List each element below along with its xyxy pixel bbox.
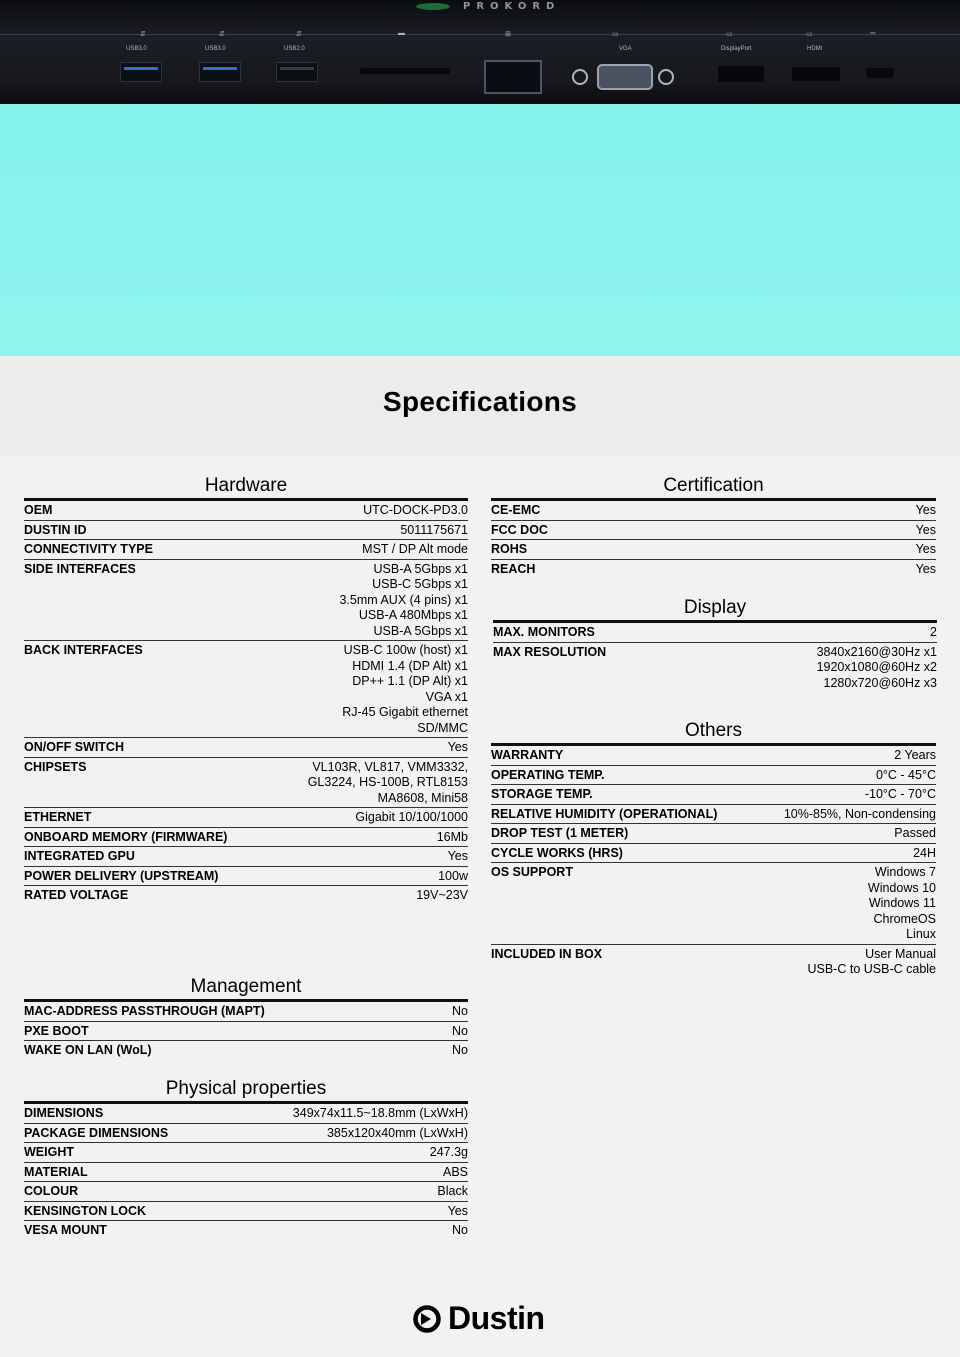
spec-value-line: USB-C 5Gbps x1 [372, 577, 468, 591]
spec-value-line: 3.5mm AUX (4 pins) x1 [339, 592, 468, 607]
spec-row [24, 828, 468, 848]
vga-screw [658, 69, 674, 85]
spec-value-line: User Manual [865, 946, 936, 961]
spec-value [784, 807, 936, 823]
spec-key: FCC DOC [491, 522, 548, 537]
spec-value-line: SD/MMC [417, 720, 468, 735]
spec-value [868, 865, 936, 943]
spec-key: MATERIAL [24, 1164, 88, 1179]
spec-value [362, 542, 468, 558]
usb2-port [276, 62, 318, 82]
spec-row [491, 945, 936, 979]
spec-key: OPERATING TEMP. [491, 767, 605, 782]
ethernet-symbol-icon: ⊞ [505, 31, 511, 38]
spec-value-line: HDMI 1.4 (DP Alt) x1 [352, 658, 468, 673]
spec-value [448, 1204, 468, 1220]
spec-key: MAX RESOLUTION [493, 644, 607, 659]
spec-key: SIDE INTERFACES [24, 561, 136, 576]
spec-key: OEM [24, 503, 53, 517]
spec-row [24, 1163, 468, 1183]
spec-row [491, 560, 936, 579]
spec-row [491, 521, 936, 541]
spec-row [24, 521, 468, 541]
spec-value-line: ABS [442, 1164, 468, 1179]
spec-key: BACK INTERFACES [24, 643, 143, 657]
spec-key: CYCLE WORKS (HRS) [491, 845, 623, 860]
spec-value-line: 385x120x40mm (LxWxH) [326, 1125, 468, 1140]
product-hero-image [0, 0, 960, 356]
spec-value [448, 849, 468, 865]
spec-key: INCLUDED IN BOX [491, 946, 603, 961]
spec-value [416, 888, 468, 904]
spec-value-line: 1920x1080@60Hz x2 [816, 660, 937, 674]
spec-row [491, 766, 936, 786]
spec-row [24, 1104, 468, 1124]
spec-value-line: 19V~23V [416, 888, 468, 902]
spec-value [452, 1004, 468, 1020]
spec-value-line: USB-A 5Gbps x1 [373, 561, 468, 576]
spec-row [24, 1221, 468, 1240]
spec-row [24, 1143, 468, 1163]
spec-row [24, 1182, 468, 1202]
port-label-usb3: USB3.0 [126, 46, 147, 52]
spec-value [916, 523, 936, 539]
management-section [24, 974, 468, 1060]
vga-symbol-icon: ▭ [612, 31, 619, 38]
spec-key: WARRANTY [491, 748, 564, 762]
spec-row [491, 805, 936, 825]
spec-value [437, 1184, 468, 1200]
spec-value-line: DP++ 1.1 (DP Alt) x1 [352, 674, 468, 688]
spec-key: INTEGRATED GPU [24, 849, 135, 863]
spec-key: CHIPSETS [24, 759, 87, 774]
spec-value-line: ChromeOS [873, 911, 936, 926]
spec-value-line: VGA x1 [425, 689, 468, 704]
spec-value [327, 1126, 468, 1142]
displayport-symbol-icon: ▭ [726, 31, 733, 38]
spec-value-line: Windows 10 [867, 880, 936, 895]
spec-value-line: No [452, 1023, 468, 1038]
spec-value-line: USB-C to USB-C cable [807, 962, 936, 976]
physical-properties-section [24, 1076, 468, 1240]
spec-key: WAKE ON LAN (WoL) [24, 1043, 152, 1057]
spec-key: CE-EMC [491, 503, 541, 517]
spec-key: COLOUR [24, 1184, 79, 1198]
spec-value-line: Yes [447, 740, 468, 754]
spec-value [916, 562, 936, 578]
spec-row [491, 746, 936, 766]
spec-value [452, 1223, 468, 1239]
spec-row [491, 863, 936, 945]
spec-key: WEIGHT [24, 1145, 74, 1159]
vga-port [597, 64, 653, 90]
spec-key: PACKAGE DIMENSIONS [24, 1125, 169, 1140]
spec-value [342, 643, 468, 736]
usb-symbol-icon: ⇵ [140, 31, 146, 38]
spec-value-line: VL103R, VL817, VMM3332, [312, 759, 468, 774]
spec-value-line: 16Mb [436, 829, 468, 844]
spec-key: ONBOARD MEMORY (FIRMWARE) [24, 829, 228, 844]
spec-value-line: Yes [915, 561, 936, 576]
spec-key: OS SUPPORT [491, 865, 573, 879]
section-title: Management [24, 974, 468, 1002]
spec-value-line: 2 Years [894, 748, 936, 762]
spec-row [24, 1124, 468, 1144]
spec-row [24, 641, 468, 738]
spec-key: VESA MOUNT [24, 1223, 107, 1237]
page-title: Specifications [382, 386, 578, 417]
spec-value-line: 0°C - 45°C [875, 767, 936, 782]
usb-c-port [866, 68, 894, 78]
spec-value [438, 869, 468, 885]
spec-value-line: -10°C - 70°C [864, 787, 936, 801]
spec-row [24, 808, 468, 828]
spec-value [916, 503, 936, 519]
hdmi-symbol-icon: ▭ [806, 31, 813, 38]
spec-value-line: No [452, 1004, 468, 1018]
sd-card-icon: ▬ [398, 30, 405, 37]
spec-value-line: Windows 11 [868, 896, 936, 910]
spec-key: CONNECTIVITY TYPE [24, 542, 153, 556]
spec-row [24, 540, 468, 560]
spec-row [493, 623, 937, 643]
spec-key: RATED VOLTAGE [24, 888, 129, 902]
spec-value [308, 760, 468, 807]
docking-station-image [0, 0, 960, 104]
spec-key: DROP TEST (1 METER) [491, 826, 629, 840]
display-section [493, 595, 937, 692]
spec-value-line: 349x74x11.5~18.8mm (LxWxH) [292, 1106, 468, 1120]
spec-value [894, 826, 936, 842]
spec-value [916, 542, 936, 558]
spec-key: DUSTIN ID [24, 522, 87, 537]
spec-value-line: 100w [438, 868, 468, 883]
vga-screw [572, 69, 588, 85]
spec-value-line: GL3224, HS-100B, RTL8153 [307, 775, 468, 789]
spec-value [894, 748, 936, 764]
spec-value-line: No [452, 1223, 468, 1237]
spec-value-line: Yes [447, 1203, 468, 1218]
spec-value [355, 810, 468, 826]
power-symbol-icon: ⎓ [870, 30, 876, 37]
spec-value-line: 24H [913, 845, 936, 860]
spec-value-line: Linux [906, 927, 936, 941]
spec-key: ETHERNET [24, 810, 92, 824]
spec-key: PXE BOOT [24, 1023, 89, 1038]
spec-value [443, 1165, 468, 1181]
spec-value-line: Yes [447, 849, 468, 863]
spec-row [24, 1022, 468, 1042]
spec-value [293, 1106, 468, 1122]
spec-value-line: Yes [915, 503, 936, 517]
usb3-port [120, 62, 162, 82]
spec-row [24, 1002, 468, 1022]
port-label-hdmi: HDMI [807, 46, 823, 52]
spec-value-line: MST / DP Alt mode [362, 542, 468, 556]
spec-value [930, 625, 937, 641]
spec-value-line: 10%-85%, Non-condensing [783, 806, 936, 821]
port-label-usb3: USB3.0 [205, 46, 226, 52]
spec-row [491, 540, 936, 560]
spec-key: DIMENSIONS [24, 1106, 104, 1120]
dustin-logo-icon [412, 1304, 442, 1334]
spec-row [491, 785, 936, 805]
port-label-usb2: USB2.0 [284, 46, 305, 52]
spec-key: KENSINGTON LOCK [24, 1203, 146, 1218]
dustin-logo-text: Dustin [448, 1300, 545, 1336]
spec-row [491, 501, 936, 521]
spec-value [452, 1043, 468, 1059]
spec-row [24, 847, 468, 867]
spec-value [339, 562, 468, 640]
spec-value [865, 787, 936, 803]
spec-key: POWER DELIVERY (UPSTREAM) [24, 868, 219, 883]
section-title: Display [493, 595, 937, 623]
spec-row [24, 1041, 468, 1060]
spec-value [437, 830, 468, 846]
spec-value-line: 5011175671 [400, 522, 468, 537]
usb3-port [199, 62, 241, 82]
spec-value-line: Windows 7 [874, 865, 936, 879]
spec-value-line: USB-A 480Mbps x1 [358, 608, 468, 622]
spec-value-line: 1280x720@60Hz x3 [823, 675, 937, 690]
dustin-logo [412, 1300, 545, 1337]
spec-value-line: No [452, 1043, 468, 1057]
spec-value-line: Yes [915, 522, 936, 537]
device-brand-text: PROKORD [463, 1, 561, 12]
sd-card-slot [360, 68, 450, 74]
spec-row [24, 886, 468, 905]
spec-value [400, 523, 468, 539]
spec-key: RELATIVE HUMIDITY (OPERATIONAL) [491, 806, 718, 821]
spec-value [817, 645, 937, 692]
spec-value [807, 947, 936, 978]
ethernet-port [484, 60, 542, 94]
certification-section [491, 473, 936, 578]
spec-value-line: RJ-45 Gigabit ethernet [342, 705, 468, 719]
spec-row [24, 867, 468, 887]
spec-row [24, 758, 468, 809]
spec-value [430, 1145, 468, 1161]
spec-key: ON/OFF SWITCH [24, 740, 124, 754]
others-section [491, 718, 936, 979]
section-title: Others [491, 718, 936, 746]
usb-symbol-icon: ⇵ [219, 31, 225, 38]
spec-value-line: USB-C 100w (host) x1 [343, 643, 468, 657]
spec-row [24, 560, 468, 642]
spec-value-line: 247.3g [429, 1145, 468, 1159]
spec-row [491, 844, 936, 864]
spec-row [24, 1202, 468, 1222]
spec-key: STORAGE TEMP. [491, 787, 593, 801]
spec-value-line: USB-A 5Gbps x1 [373, 623, 468, 638]
brand-mark-icon [416, 3, 450, 10]
spec-key: REACH [491, 561, 536, 576]
spec-value-line: Passed [894, 826, 936, 840]
spec-value [452, 1024, 468, 1040]
spec-value [876, 768, 936, 784]
spec-value [363, 503, 468, 519]
spec-value-line: 2 [930, 625, 937, 639]
spec-value-line: 3840x2160@30Hz x1 [816, 644, 937, 659]
spec-value-line: Black [437, 1184, 468, 1198]
hdmi-port [792, 67, 840, 81]
spec-key: MAC-ADDRESS PASSTHROUGH (MAPT) [24, 1004, 265, 1018]
port-label-vga: VGA [619, 46, 632, 52]
spec-value [448, 740, 468, 756]
spec-key: ROHS [491, 542, 528, 556]
spec-row [493, 643, 937, 693]
section-title: Hardware [24, 473, 468, 501]
spec-row [24, 501, 468, 521]
spec-value [913, 846, 936, 862]
port-label-displayport: DisplayPort [721, 46, 752, 52]
spec-value-line: MA8608, Mini58 [377, 790, 468, 805]
section-title: Physical properties [24, 1076, 468, 1104]
spec-key: MAX. MONITORS [493, 625, 595, 639]
spec-row [491, 824, 936, 844]
displayport-port [718, 66, 764, 82]
section-title: Certification [491, 473, 936, 501]
spec-row [24, 738, 468, 758]
spec-value-line: Gigabit 10/100/1000 [355, 810, 468, 824]
spec-value-line: Yes [915, 542, 936, 556]
hardware-section [24, 473, 468, 905]
spec-value-line: UTC-DOCK-PD3.0 [363, 503, 468, 517]
usb-symbol-icon: ⇵ [296, 31, 302, 38]
